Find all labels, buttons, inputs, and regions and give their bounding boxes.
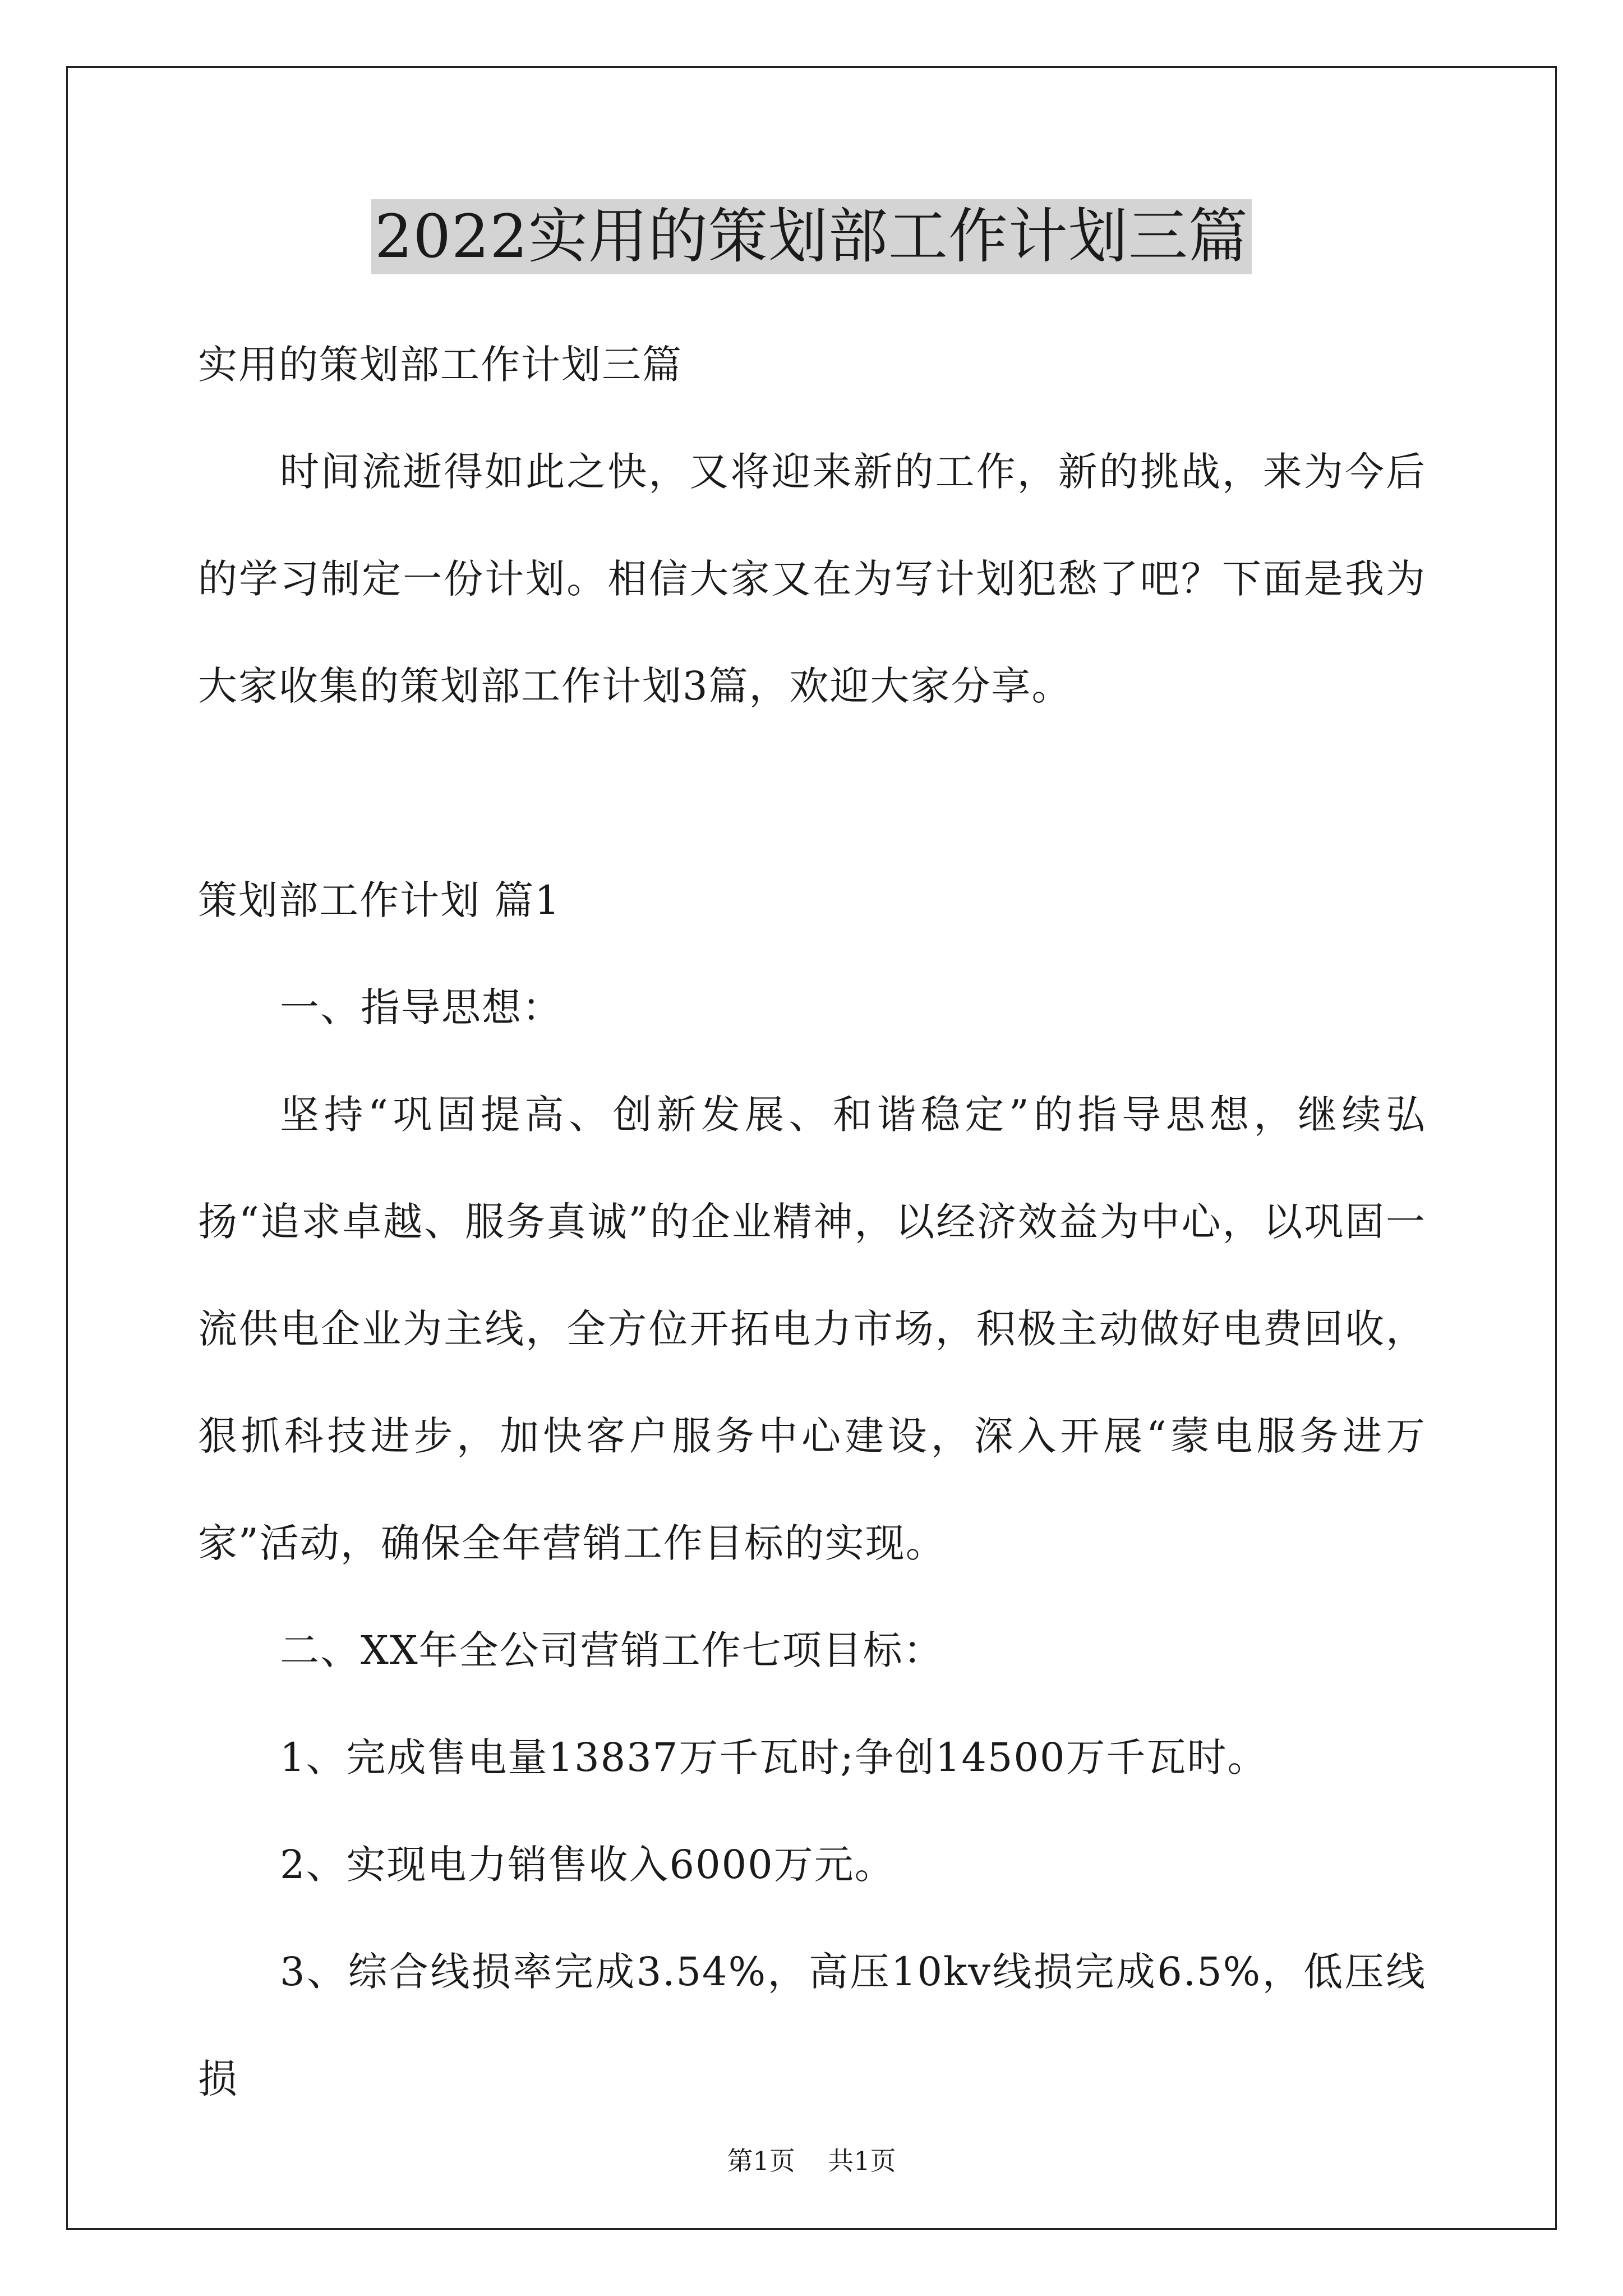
title-container (0, 199, 1623, 274)
spacer (198, 740, 1426, 847)
guiding-heading: 一、指导思想： (280, 984, 562, 1030)
intro-paragraph: 时间流逝得如此之快，又将迎来新的工作，新的挑战，来为今后的学习制定一份计划。相信大家又在为写计划犯愁了吧？下面是我为大家收集的策划部工作计划3篇，欢迎大家分享。 (198, 449, 1426, 709)
goals-heading: 二、XX年全公司营销工作七项目标： (280, 1627, 944, 1673)
page-footer: 第1页 共1页 (727, 2146, 896, 2176)
goal-item-2: 2、实现电力销售收入6000万元。 (280, 1842, 895, 1888)
section-heading: 策划部工作计划 篇1 (198, 877, 561, 923)
document-subtitle: 实用的策划部工作计划三篇 (198, 342, 683, 388)
guiding-paragraph: 坚持“巩固提高、创新发展、和谐稳定”的指导思想，继续弘扬“追求卓越、服务真诚”的企业精神，以经济效益为中心，以巩固一流供电企业为主线，全方位开拓电力市场，积极主动做好电费回收，狠抓科技进步，加快客户服务中心建设，深入开展“蒙电服务进万家”活动，确保全年营销工作目标的实现。 (198, 1092, 1426, 1566)
document-title: 2022实用的策划部工作计划三篇 (371, 199, 1252, 274)
document-body (198, 311, 1426, 2133)
goal-item-3: 3、综合线损率完成3.54%，高压10kv线损完成6.5%，低压线损 (198, 1949, 1426, 2102)
goal-item-1: 1、完成售电量13837万千瓦时;争创14500万千瓦时。 (280, 1734, 1268, 1780)
